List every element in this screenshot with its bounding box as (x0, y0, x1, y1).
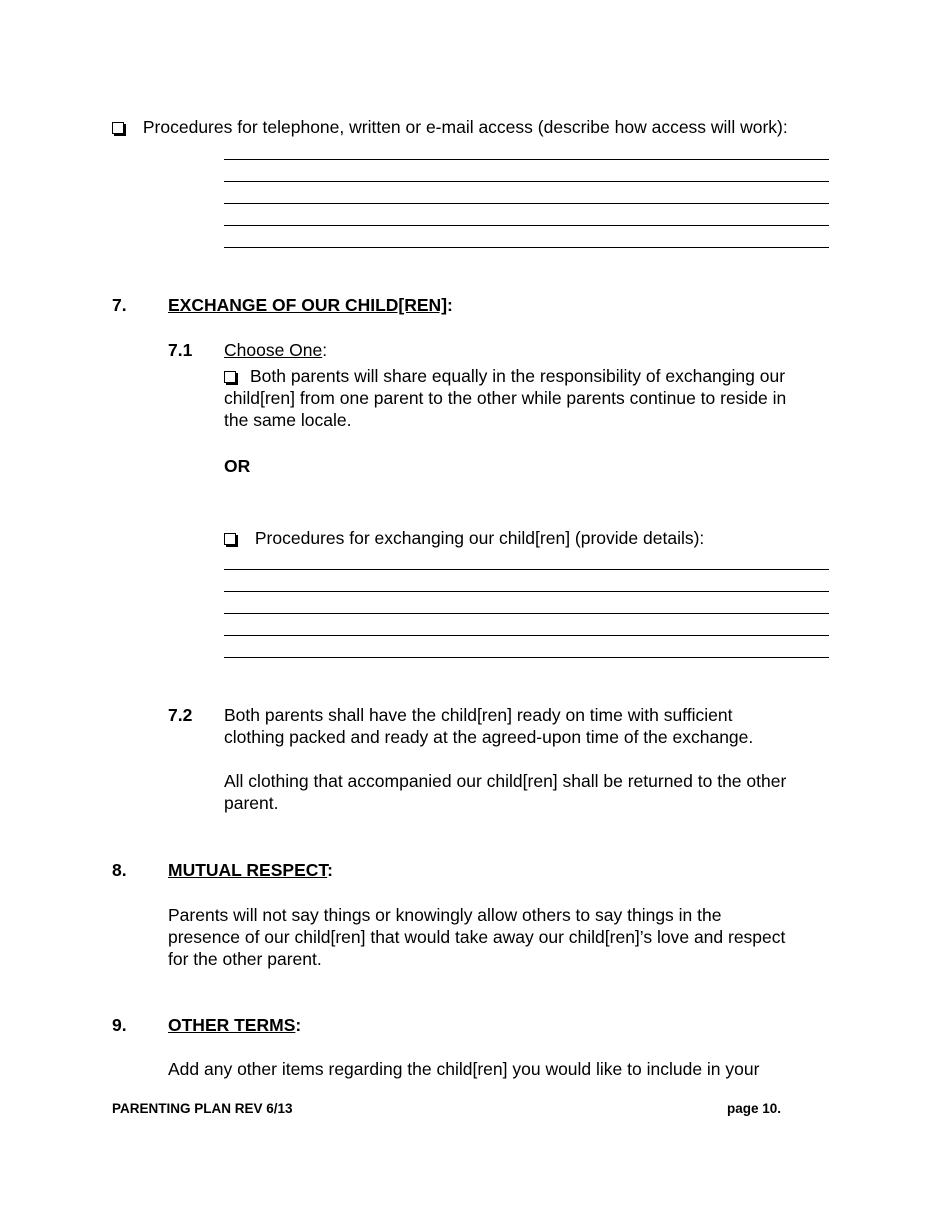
subsection-7-2-p1-line-1: Both parents shall have the child[ren] ready on time with sufficient (224, 705, 733, 725)
section-9-heading (168, 1014, 301, 1036)
telephone-access-line-4[interactable] (224, 225, 829, 226)
telephone-access-line-2[interactable] (224, 181, 829, 182)
subsection-7-2-p1-line-2: clothing packed and ready at the agreed-upon time of the exchange. (224, 727, 754, 747)
subsection-7-1-number: 7.1 (168, 340, 193, 360)
section-9-title: OTHER TERMS (168, 1015, 296, 1035)
section-8-line-2: presence of our child[ren] that would take away our child[ren]’s love and respect (168, 927, 786, 947)
section-8-title: MUTUAL RESPECT (168, 860, 328, 880)
choose-one-label: Choose One (224, 340, 323, 360)
or-label: OR (224, 456, 251, 476)
section-7-heading (168, 294, 453, 316)
section-9-number: 9. (112, 1015, 127, 1035)
subsection-7-1-heading (224, 339, 327, 361)
footer-form-id: PARENTING PLAN REV 6/13 (112, 1101, 293, 1116)
exchange-details-line-5[interactable] (224, 657, 829, 658)
telephone-access-checkbox[interactable] (112, 122, 124, 134)
section-8-colon: : (327, 860, 333, 880)
section-9-colon: : (295, 1015, 302, 1035)
section-7-colon: : (447, 295, 453, 315)
telephone-access-line-5[interactable] (224, 247, 829, 248)
footer-page-number: page 10. (727, 1101, 782, 1116)
subsection-7-2-paragraph-1 (224, 704, 844, 748)
option-share-equally-line-2: child[ren] from one parent to the other while parents continue to reside in (224, 388, 787, 408)
telephone-access-item (112, 116, 788, 138)
option-share-equally-line-3: the same locale. (224, 410, 352, 430)
section-7-number: 7. (112, 295, 127, 315)
subsection-7-2-p2-line-1: All clothing that accompanied our child[ren] shall be returned to the other (224, 771, 787, 791)
telephone-access-label: Procedures for telephone, written or e-mail access (describe how access will work): (142, 117, 788, 137)
telephone-access-line-1[interactable] (224, 159, 829, 160)
option-share-equally-line-1: Both parents will share equally in the responsibility of exchanging our (250, 366, 786, 386)
option-exchange-procedures-label: Procedures for exchanging our child[ren] (provide details): (254, 528, 705, 548)
subsection-7-2-number: 7.2 (168, 705, 193, 725)
telephone-access-line-3[interactable] (224, 203, 829, 204)
section-9-paragraph (168, 1058, 848, 1080)
exchange-details-line-1[interactable] (224, 569, 829, 570)
option-exchange-procedures (224, 527, 704, 549)
exchange-details-line-3[interactable] (224, 613, 829, 614)
section-8-paragraph (168, 904, 848, 970)
option-exchange-procedures-checkbox[interactable] (224, 533, 236, 545)
option-share-equally (224, 365, 844, 431)
section-8-number: 8. (112, 860, 127, 880)
section-9-line-1: Add any other items regarding the child[ren] you would like to include in your (168, 1059, 760, 1079)
section-7-title: EXCHANGE OF OUR CHILD[REN] (168, 295, 448, 315)
choose-one-colon: : (322, 340, 328, 360)
subsection-7-2-p2-line-2: parent. (224, 793, 279, 813)
section-8-line-1: Parents will not say things or knowingly allow others to say things in the (168, 905, 722, 925)
exchange-details-line-4[interactable] (224, 635, 829, 636)
subsection-7-2-paragraph-2 (224, 770, 844, 814)
section-8-heading (168, 859, 333, 881)
exchange-details-line-2[interactable] (224, 591, 829, 592)
section-8-line-3: for the other parent. (168, 949, 322, 969)
option-share-equally-checkbox[interactable] (224, 371, 236, 383)
